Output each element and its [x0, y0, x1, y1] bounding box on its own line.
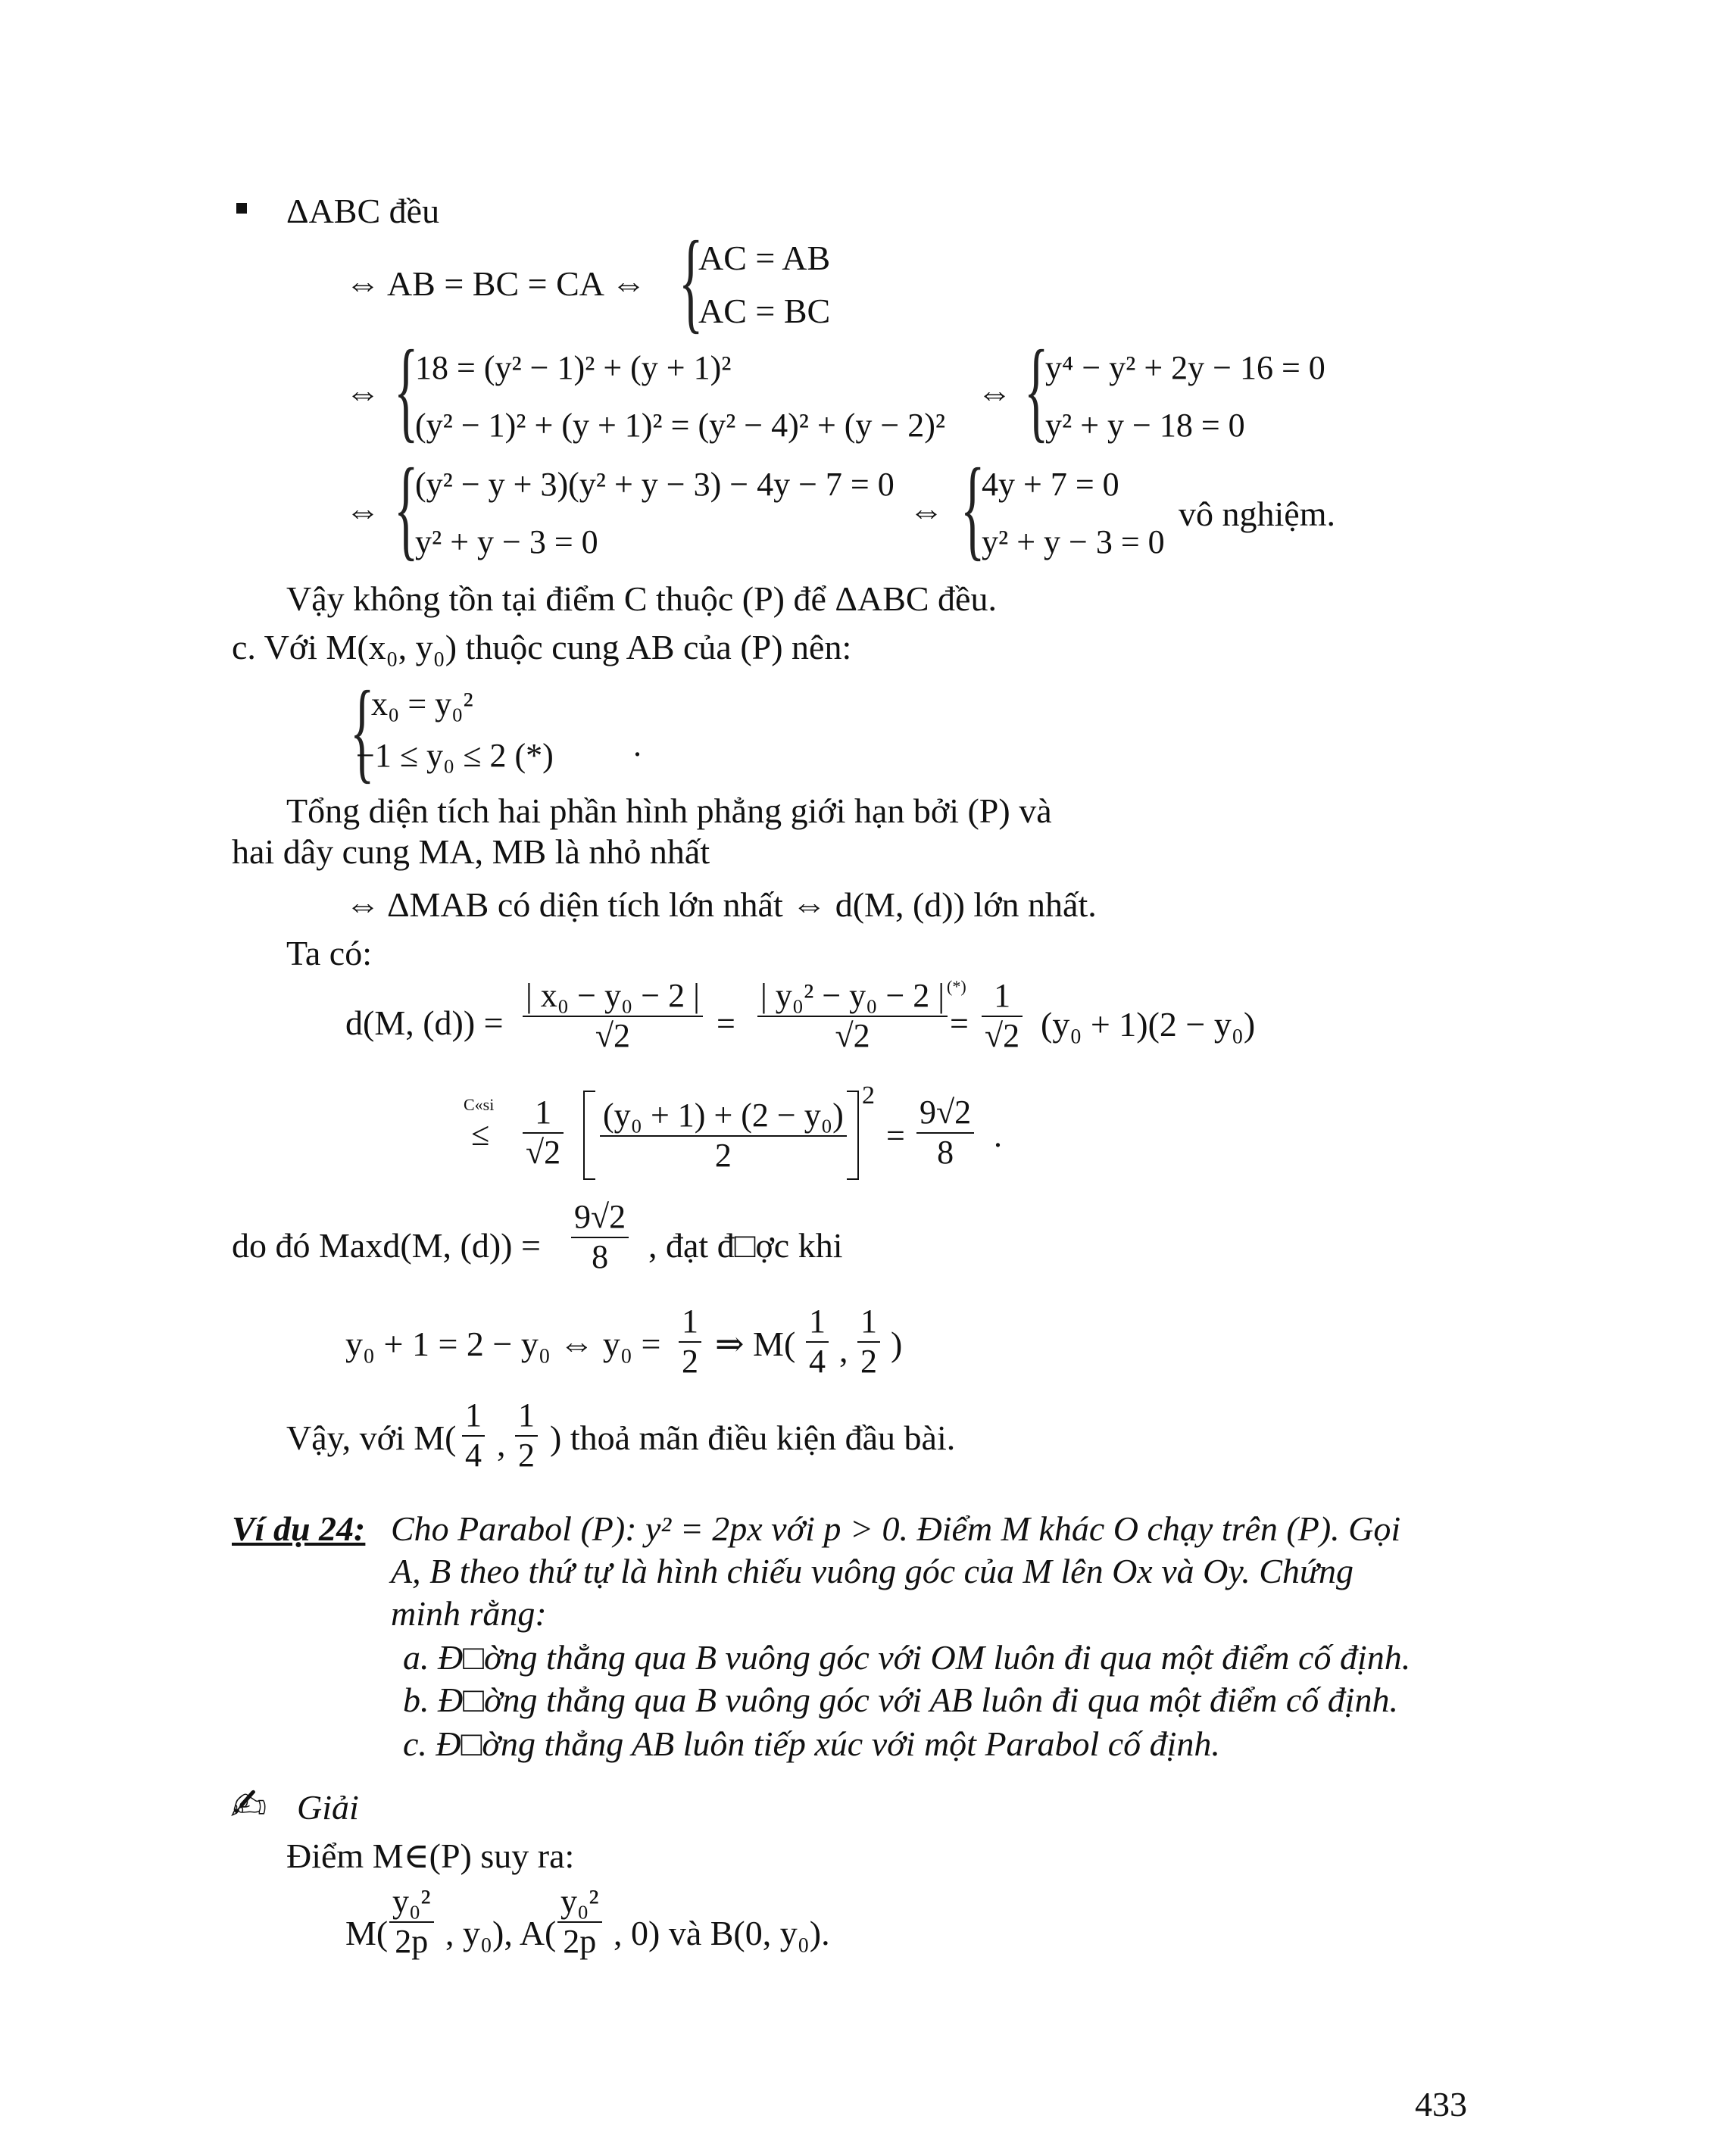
frac-dist-3-den: √2 — [985, 1016, 1020, 1054]
frac-cauchy-1-den: √2 — [526, 1133, 561, 1171]
brace-4: { — [394, 445, 419, 571]
no-solution: vô nghiệm. — [1179, 495, 1335, 533]
cauchy-label: C«si — [464, 1095, 495, 1114]
frac-y0 — [679, 1303, 701, 1381]
eq-sign-3: = — [886, 1117, 905, 1154]
frac-dist-2 — [757, 977, 948, 1055]
period-2: . — [994, 1117, 1002, 1154]
distance-lhs: d(M, (d)) = — [345, 1003, 504, 1042]
para-chords: hai dây cung MA, MB là nhỏ nhất — [232, 832, 710, 871]
example-label: Ví dụ 24: — [232, 1509, 366, 1548]
frac-c2-y-num: 1 — [515, 1396, 538, 1437]
brace-2: { — [394, 327, 419, 453]
equiv-3: ⇔ — [345, 492, 380, 530]
implies-m: ⇒ M( — [715, 1325, 796, 1363]
eq-sign-2: = — [950, 1005, 969, 1042]
eq-ac-bc: AC = BC — [698, 292, 831, 330]
frac-sol-1-num: y₀² — [389, 1883, 434, 1923]
square-exponent: 2 — [862, 1081, 875, 1109]
example-item-a: a. Đ□ờng thẳng qua B vuông góc với OM luôn đi qua một điểm cố định. — [403, 1638, 1411, 1677]
example-item-b: b. Đ□ờng thẳng qua B vuông góc với AB luôn đi qua một điểm cố định. — [403, 1680, 1399, 1719]
eq-sys1-b: (y² − 1)² + (y + 1)² = (y² − 4)² + (y − 2)² — [415, 407, 946, 444]
brace-3: { — [1024, 327, 1049, 453]
frac-cauchy-2-num: (y₀ + 1) + (2 − y₀) — [600, 1097, 847, 1137]
equiv-4: ⇔ — [909, 492, 944, 530]
example-item-c: c. Đ□ờng thẳng AB luôn tiếp xúc với một Parabol cố định. — [403, 1724, 1220, 1763]
frac-m-x-den: 4 — [809, 1342, 826, 1380]
distance-tail: (y₀ + 1)(2 − y₀) — [1041, 1005, 1256, 1044]
frac-cauchy-2 — [600, 1097, 847, 1175]
eq-sys4-b: y² + y − 3 = 0 — [982, 523, 1165, 560]
page-number: 433 — [1415, 2085, 1467, 2124]
frac-y0-num: 1 — [679, 1303, 701, 1343]
frac-m-y — [857, 1303, 880, 1381]
frac-dist-1-den: √2 — [595, 1016, 631, 1054]
frac-c2-x-den: 4 — [465, 1436, 482, 1474]
example-line-1: Cho Parabol (P): y² = 2px với p > 0. Điểm M khác O chạy trên (P). Gọi — [391, 1509, 1401, 1548]
frac-c2-y-den: 2 — [518, 1436, 535, 1474]
paren-close-1: ) — [891, 1325, 903, 1363]
example-line-3: minh rằng: — [391, 1594, 547, 1633]
frac-cauchy-3-den: 8 — [937, 1133, 954, 1171]
eq-y0-range: −1 ≤ y₀ ≤ 2 (*) — [356, 737, 554, 774]
solution-m-mid: , y₀), A( — [445, 1914, 557, 1952]
comma-2: , — [497, 1425, 506, 1463]
brace-6: { — [350, 668, 375, 794]
frac-m-y-num: 1 — [857, 1303, 880, 1343]
frac-max — [571, 1198, 629, 1276]
frac-m-x-num: 1 — [806, 1303, 829, 1343]
solution-m-open: M( — [345, 1914, 389, 1952]
frac-cauchy-2-den: 2 — [714, 1136, 732, 1174]
frac-sol-1 — [389, 1883, 434, 1961]
frac-max-den: 8 — [592, 1237, 609, 1275]
eq-sys4-a: 4y + 7 = 0 — [982, 466, 1119, 503]
frac-y0-den: 2 — [682, 1342, 698, 1380]
solution-line-1: Điểm M∈(P) suy ra: — [286, 1836, 575, 1875]
frac-m-x — [806, 1303, 829, 1381]
frac-cauchy-1 — [523, 1094, 564, 1172]
eq-sys3-b: y² + y − 3 = 0 — [415, 523, 598, 560]
le-sign: ≤ — [471, 1116, 490, 1153]
brace-1: { — [679, 218, 704, 344]
para-sum-area: Tổng diện tích hai phần hình phẳng giới hạn bởi (P) và — [286, 791, 1052, 830]
bullet-marker — [236, 203, 247, 214]
frac-c2-x — [462, 1396, 485, 1475]
eq-ab-bc-ca: ⇔ AB = BC = CA ⇔ — [345, 264, 646, 303]
frac-cauchy-1-num: 1 — [523, 1094, 564, 1134]
pen-writing-icon: ✍ — [230, 1779, 267, 1830]
frac-max-num: 9√2 — [571, 1198, 629, 1238]
frac-c2-y — [515, 1396, 538, 1475]
eq-sys2-b: y² + y − 18 = 0 — [1045, 407, 1245, 444]
bracket-left — [583, 1091, 595, 1180]
equiv-2: ⇔ — [977, 373, 1012, 412]
frac-dist-2-num: | y₀² − y₀ − 2 | — [757, 977, 948, 1017]
conclusion-2-tail: ) thoả mãn điều kiện đầu bài. — [550, 1418, 956, 1457]
comma-1: , — [839, 1331, 848, 1369]
eq-x0: x₀ = y₀² — [371, 685, 473, 722]
y0-equation: y₀ + 1 = 2 − y₀ ⇔ y₀ = — [345, 1325, 661, 1363]
period-1: . — [633, 726, 642, 763]
frac-dist-2-den: √2 — [835, 1016, 870, 1054]
example-line-2: A, B theo thứ tự là hình chiếu vuông góc của M lên Ox và Oy. Chứng — [391, 1552, 1354, 1590]
brace-5: { — [960, 445, 985, 571]
line-triangle-equilateral: ΔABC đều — [286, 192, 440, 230]
part-c-intro: c. Với M(x₀, y₀) thuộc cung AB của (P) nên: — [232, 628, 852, 666]
eq-sys2-a: y⁴ − y² + 2y − 16 = 0 — [1045, 349, 1325, 386]
frac-sol-2-den: 2p — [563, 1922, 597, 1960]
star-ref: (*) — [947, 977, 966, 996]
eq-sys1-a: 18 = (y² − 1)² + (y + 1)² — [415, 349, 732, 386]
frac-sol-2 — [557, 1883, 602, 1961]
frac-cauchy-3 — [916, 1094, 974, 1172]
equiv-max-area: ⇔ ΔMAB có diện tích lớn nhất ⇔ d(M, (d)) lớn nhất. — [345, 885, 1097, 924]
solution-label: Giải — [297, 1788, 359, 1827]
frac-dist-1-num: | x₀ − y₀ − 2 | — [523, 977, 703, 1017]
frac-m-y-den: 2 — [860, 1342, 877, 1380]
frac-dist-3 — [982, 977, 1023, 1055]
max-distance-tail: , đạt đ□ợc khi — [648, 1226, 843, 1265]
equiv-1: ⇔ — [345, 373, 380, 412]
bracket-right — [847, 1091, 859, 1180]
frac-sol-1-den: 2p — [395, 1922, 429, 1960]
solution-m-tail: , 0) và B(0, y₀). — [614, 1914, 830, 1952]
eq-sys3-a: (y² − y + 3)(y² + y − 3) − 4y − 7 = 0 — [415, 466, 895, 503]
conclusion-1: Vậy không tồn tại điểm C thuộc (P) để ΔABC đều. — [286, 579, 997, 618]
ta-co: Ta có: — [286, 934, 373, 972]
conclusion-2-start: Vậy, với M( — [286, 1418, 457, 1457]
eq-sign-1: = — [717, 1005, 735, 1042]
frac-dist-1 — [523, 977, 703, 1055]
frac-c2-x-num: 1 — [462, 1396, 485, 1437]
frac-dist-3-num: 1 — [982, 977, 1023, 1017]
eq-ac-ab: AC = AB — [698, 239, 831, 277]
frac-sol-2-num: y₀² — [557, 1883, 602, 1923]
frac-cauchy-3-num: 9√2 — [916, 1094, 974, 1134]
max-distance: do đó Maxd(M, (d)) = — [232, 1226, 541, 1265]
